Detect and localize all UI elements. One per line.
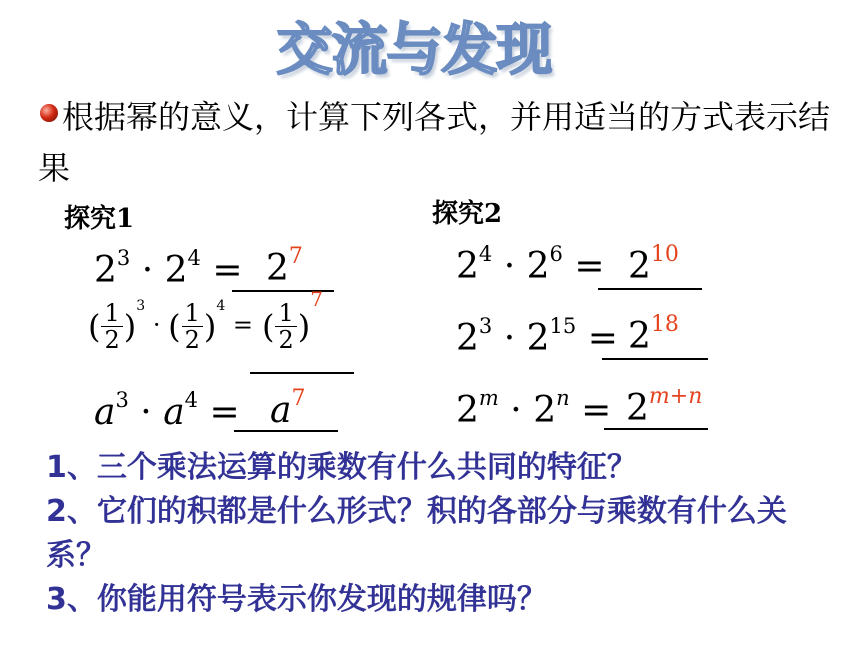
s2-row1-answer: $2^{10}$ [598, 246, 702, 290]
section-2-label: 探究2 [432, 199, 503, 229]
s2-row1-expression: $2^4 \cdot 2^6$ = [456, 242, 605, 287]
s1-row2-answer-value: ( $\frac{1}{2}$ )$^7$ [262, 287, 323, 354]
s1-row2-expression: ( $\frac{1}{2}$ )$^3$ · ( $\frac{1}{2}$ )$^4$ = [88, 298, 254, 354]
s2-row3-expression: 2$^m$ · 2$^n$ = [456, 386, 612, 431]
s1-row2-answer-line [250, 370, 354, 374]
s2-row2-expression: $2^3 \cdot 2^{15}$ = [456, 314, 618, 359]
slide-title: 交流与发现 [276, 18, 552, 83]
s1-row3-expression: $a^3 \cdot a^4$ = [94, 388, 240, 433]
question-2: 2、它们的积都是什么形式？积的各部分与乘数有什么关系？ [46, 494, 787, 573]
section-1-label: 探究1 [64, 204, 135, 234]
question-3: 3、你能用符号表示你发现的规律吗？ [46, 582, 547, 617]
s1-row1-expression: $2^3 \cdot 2^4$ = [94, 246, 243, 291]
s2-row2-answer: $2^{18}$ [602, 318, 708, 360]
intro-text: 根据幂的意义，计算下列各式，并用适当的方式表示结果 [38, 98, 831, 187]
s1-row1-answer: $2^7$ [232, 248, 334, 292]
s2-row3-answer: $2^{m+n}$ [604, 388, 708, 430]
s1-row3-answer: $a^7$ [234, 390, 338, 432]
question-1: 1、三个乘法运算的乘数有什么共同的特征？ [46, 450, 637, 485]
